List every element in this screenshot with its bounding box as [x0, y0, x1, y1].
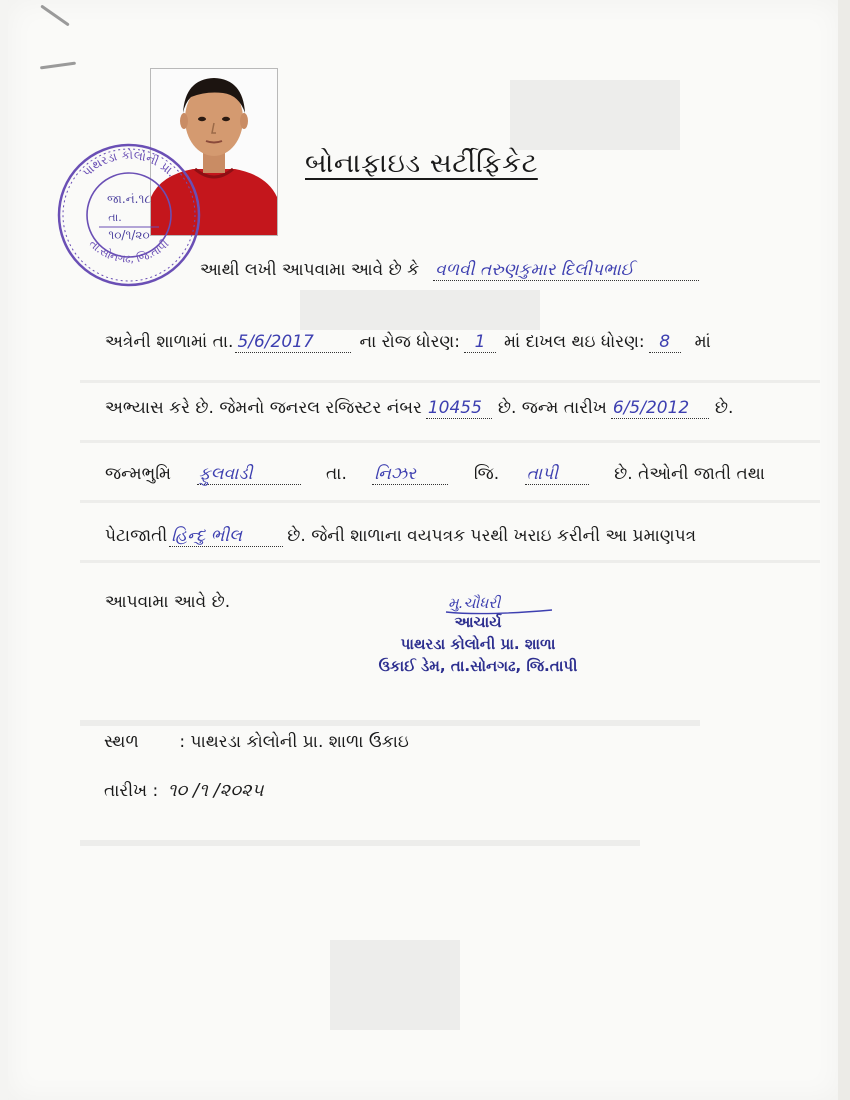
place-value: : પાથરડા કોલોની પ્રા. શાળા ઉકાઇ — [179, 732, 409, 752]
line5-prefix: પેટાજાતી — [105, 526, 168, 546]
school-name: પાથરડા કોલોની પ્રા. શાળા — [400, 635, 556, 653]
admission-class-field: 1 — [464, 332, 496, 353]
place-row — [104, 732, 409, 752]
stamp-inner-number: જા.નં.૧૮ — [107, 192, 151, 206]
line3-suffix: છે. — [714, 398, 734, 418]
current-class-field: 8 — [649, 332, 681, 353]
line2-mid2: માં દાખલ થઇ ધોરણ: — [504, 332, 645, 352]
date-label: તારીખ : — [104, 781, 159, 801]
taluka-label: તા. — [326, 464, 347, 484]
line3-mid: છે. જન્મ તારીખ — [497, 398, 607, 418]
body-line-5 — [105, 526, 765, 547]
line4-prefix: જન્મભુમિ — [105, 464, 172, 484]
principal-sign-block — [362, 611, 594, 677]
certificate-title: બોનાફાઇડ સર્ટીફિકેટ — [305, 148, 538, 179]
district-label: જિ. — [473, 464, 500, 484]
stamp-inner-date: ૧૦/૧/૨૦ — [108, 228, 150, 242]
student-name-field: વળવી તરુણકુમાર દિલીપભાઈ — [433, 260, 699, 281]
register-number-field: 10455 — [426, 398, 492, 419]
body-line-3 — [105, 398, 765, 419]
body-line-1 — [200, 260, 780, 281]
admission-date-field: 5/6/2017 — [235, 332, 351, 353]
stamp-top-text: પાથરડા કોલોની પ્રા. — [79, 147, 179, 180]
stamp-bottom-text: તા.સોનગઢ, જિ.તાપી — [86, 237, 172, 266]
line6-text: આપવામા આવે છે. — [105, 592, 231, 612]
line3-prefix: અભ્યાસ કરે છે. જેમનો જનરલ રજિસ્ટર નંબર — [105, 398, 422, 418]
body-line-2 — [105, 332, 765, 353]
line2-mid1: ના રોજ ધોરણ: — [359, 332, 460, 352]
line5-suffix: છે. જેની શાળાના વયપત્રક પરથી ખરાઇ કરીની આ પ્રમાણપત્ર — [287, 526, 697, 546]
line2-prefix: અત્રેની શાળામાં તા. — [105, 332, 234, 352]
stamp-inner-label: તા. — [108, 211, 122, 224]
date-value: ૧૦ /૧ /૨૦૨૫ — [167, 780, 264, 801]
date-row — [104, 780, 263, 801]
caste-field: હિન્દુ ભીલ — [169, 526, 283, 547]
body-line-6 — [105, 592, 765, 612]
birth-date-field: 6/5/2012 — [611, 398, 709, 419]
signature-scribble-text: મુ.ચૌધરી — [448, 594, 501, 612]
line4-suffix: છે. તેઓની જાતી તથા — [614, 464, 765, 484]
paper-edge — [838, 0, 850, 1100]
school-stamp — [55, 141, 203, 289]
svg-text:પાથરડા કોલોની પ્રા. — [80, 148, 179, 180]
taluka-field: નિઝર — [372, 464, 448, 485]
body-line-4 — [105, 464, 765, 485]
place-label: સ્થળ — [104, 732, 139, 752]
principal-role: આચાર્ય — [454, 613, 502, 631]
line1-prefix: આથી લખી આપવામા આવે છે કે — [200, 260, 420, 280]
school-address: ઉકાઈ ડેમ, તા.સોનગઢ, જિ.તાપી — [378, 657, 578, 675]
line2-suffix: માં — [694, 332, 711, 352]
district-field: તાપી — [525, 464, 589, 485]
birth-place-field: ફુલવાડી — [197, 464, 301, 485]
